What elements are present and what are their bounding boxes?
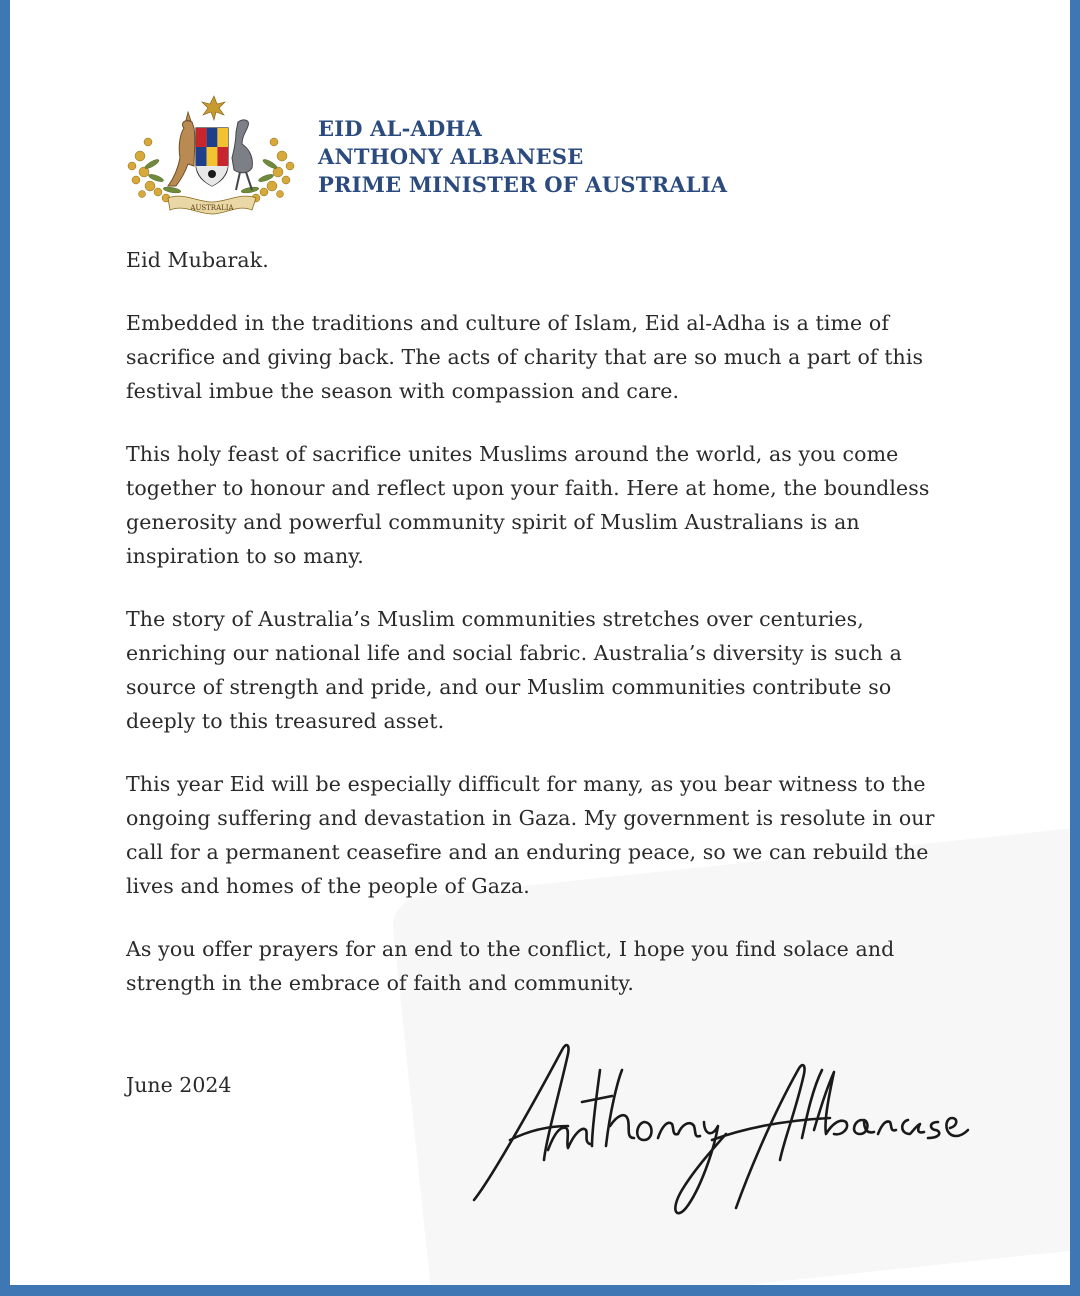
paragraph-1: Embedded in the traditions and culture of Islam, Eid al-Adha is a time of sacrifice and giving back. The acts of charity that are so much a part of this festival imbue the season with compassion and care.: [126, 311, 924, 403]
paragraph-3: The story of Australia’s Muslim communities stretches over centuries, enriching our national life and social fabric. Australia’s diversity is such a source of strength and pride, and our Muslim communities contribute so deeply to this treasured asset.: [126, 607, 902, 733]
letter-page: [10, 0, 1070, 1285]
header-occasion: EID AL-ADHA: [318, 116, 482, 141]
coat-of-arms-icon: [122, 94, 300, 222]
crest-scroll-text: AUSTRALIA: [190, 204, 234, 212]
greeting: Eid Mubarak.: [126, 248, 269, 272]
handwritten-signature-icon: [450, 1030, 970, 1230]
paragraph-4: This year Eid will be especially difficult for many, as you bear witness to the ongoing suffering and devastation in Gaza. My government is resolute in our call for a permanent ceasefire and an enduring peace, so we can rebuild the lives and homes of the people of Gaza.: [126, 772, 935, 898]
header-title: PRIME MINISTER OF AUSTRALIA: [318, 172, 728, 197]
paragraph-2: This holy feast of sacrifice unites Muslims around the world, as you come together to honour and reflect upon your faith. Here at home, the boundless generosity and powerful community spirit of Muslim Australians is an inspiration to so many.: [126, 442, 930, 568]
letter-date: June 2024: [126, 1073, 232, 1097]
header-name: ANTHONY ALBANESE: [318, 144, 584, 169]
paragraph-5: As you offer prayers for an end to the conflict, I hope you find solace and strength in the embrace of faith and community.: [126, 937, 895, 995]
letter-header: [318, 115, 727, 199]
letter-body: [126, 243, 966, 1029]
